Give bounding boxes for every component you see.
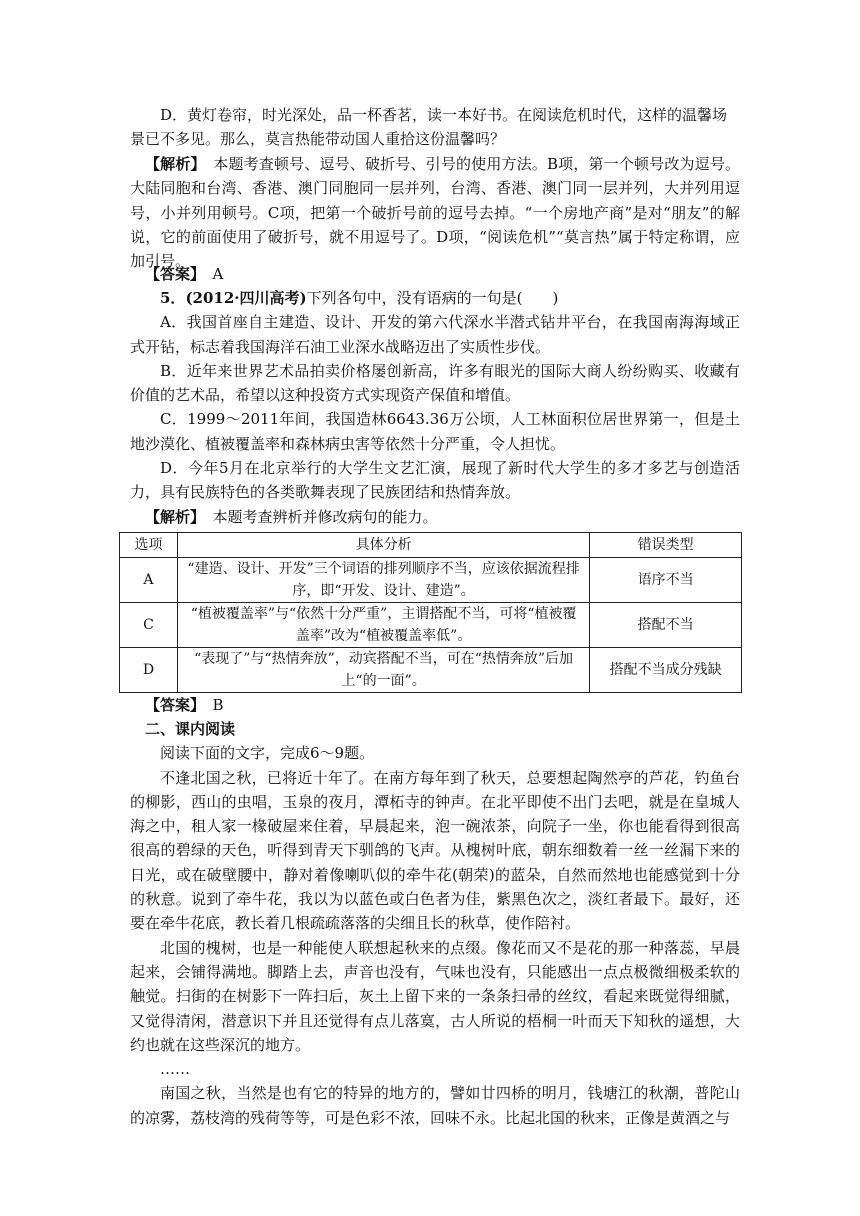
option-d-previous	[130, 103, 740, 152]
analysis-tag: 【解析】	[145, 155, 199, 173]
analysis-tag: 【解析】	[145, 507, 198, 526]
cell-type: 搭配不当	[590, 603, 742, 648]
question-stem: 下列各句中，没有语病的一句是( )	[306, 289, 559, 307]
table-header-row	[120, 533, 742, 558]
cell-detail: “表现了”与“热情奔放”，动宾搭配不当，可在“热情奔放”后加上“的一面”。	[177, 648, 589, 693]
analysis-table	[119, 532, 742, 693]
option-d-line2: 景已不多见。那么，莫言热能带动国人重拾这份温馨吗？	[130, 130, 506, 149]
option-a: A．我国首座自主建造、设计、开发的第六代深水半潜式钻井平台，在我国南海海域正式开钻，标志着我国海洋石油工业深水战略迈出了实质性步伐。	[130, 313, 740, 356]
reading-paragraph-last: 南国之秋，当然是也有它的特异的地方的，譬如廿四桥的明月，钱塘江的秋潮，普陀山的凉雾，荔枝湾的残荷等等，可是色彩不浓，回味不永。比起北国的秋来，正像是黄酒之与	[130, 1084, 740, 1127]
answer-5	[130, 693, 740, 717]
analysis-text: 本题考查辨析并修改病句的能力。	[197, 507, 438, 526]
cell-detail: “植被覆盖率”与“依然十分严重”，主谓搭配不当，可将“植被覆盖率”改为“植被覆盖率低”。	[177, 603, 589, 648]
header-detail: 具体分析	[177, 533, 589, 558]
reading-paragraph: 不逢北国之秋，已将近十年了。在南方每年到了秋天，总要想起陶然亭的芦花，钓鱼台的柳影，西山的虫唱，玉泉的夜月，潭柘寺的钟声。在北平即使不出门去吧，就是在皇城人海之中，租人家一椽破屋来住着，早晨起来，泡一碗浓茶，向院子一坐，你也能看得到很高很高的碧绿的天色，听得到青天下驯鸽的飞声。从槐树叶底，朝东细数着一丝一丝漏下来的日光，或在破壁腰中，静对着像喇叭似的牵牛花(朝荣)的蓝朵，自然而然地也能感觉到十分的秋意。说到了牵牛花，我以为以蓝色或白色者为佳，紫黑色次之，淡红者最下。最好，还要在牵牛花底，教长着几根疏疏落落的尖细且长的秋草，使作陪衬。	[130, 768, 740, 933]
reading-instruction: 阅读下面的文字，完成6～9题。	[160, 744, 375, 763]
cell-option: A	[120, 558, 178, 603]
cell-type: 搭配不当成分残缺	[590, 648, 742, 693]
answer-previous	[130, 262, 740, 286]
analysis-text: 本题考查顿号、逗号、破折号、引号的使用方法。B项，第一个顿号改为逗号。大陆同胞和台湾、香港、澳门同胞同一层并列，台湾、香港、澳门同一层并列，大并列用逗号，小并列用顿号。C项，把第一个破折号前的逗号去掉。“一个房地产商”是对“朋友”的解说，它的前面使用了破折号，就不用逗号了。D项，“阅读危机”“莫言热”属于特定称谓，应加引号。	[130, 155, 740, 271]
table-row	[120, 648, 742, 693]
question-number: 5．	[160, 289, 186, 307]
cell-type: 语序不当	[590, 558, 742, 603]
question-5	[130, 286, 740, 529]
reading-paragraph: 北国的槐树，也是一种能使人联想起秋来的点缀。像花而又不是花的那一种落蕊，早晨起来，会铺得满地。脚踏上去，声音也没有，气味也没有，只能感出一点点极微细极柔软的触觉。扫街的在树影下一阵扫后，灰土上留下来的一条条扫帚的丝纹，看起来既觉得细腻，又觉得清闲，潜意识下并且还觉得有点儿落寞，古人所说的梧桐一叶而天下知秋的遥想，大约也就在这些深沉的地方。	[130, 938, 740, 1054]
header-option: 选项	[120, 533, 178, 558]
header-type: 错误类型	[590, 533, 742, 558]
section-2	[130, 717, 740, 1130]
answer-value: A	[197, 265, 224, 283]
cell-option: D	[120, 648, 178, 693]
option-d-line1: D．黄灯卷帘，时光深处，品一杯香茗，读一本好书。在阅读危机时代，这样的温馨场	[160, 106, 728, 124]
option-b: B．近年来世界艺术品拍卖价格屡创新高，许多有眼光的国际大商人纷纷购买、收藏有价值的艺术品，希望以这种投资方式实现资产保值和增值。	[130, 361, 740, 405]
table-row	[120, 558, 742, 603]
cell-option: C	[120, 603, 178, 648]
option-d: D．今年5月在北京举行的大学生文艺汇演，展现了新时代大学生的多才多艺与创造活力，具有民族特色的各类歌舞表现了民族团结和热情奔放。	[130, 459, 740, 502]
answer-tag: 【答案】	[145, 265, 198, 283]
question-source: (2012·四川高考)	[185, 289, 307, 307]
analysis-previous	[130, 152, 740, 273]
cell-detail: “建造、设计、开发”三个词语的排列顺序不当，应该依据流程排序，即“开发、设计、建造”。	[177, 558, 589, 603]
table-row	[120, 603, 742, 648]
option-c: C．1999～2011年间，我国造林6643.36万公顷，人工林面积位居世界第一，但是土地沙漠化、植被覆盖率和森林病虫害等依然十分严重，令人担忧。	[130, 410, 740, 453]
answer-value: B	[197, 696, 224, 714]
section-heading: 二、课内阅读	[145, 720, 236, 738]
reading-ellipsis: ……	[160, 1060, 190, 1079]
answer-tag: 【答案】	[145, 696, 198, 714]
